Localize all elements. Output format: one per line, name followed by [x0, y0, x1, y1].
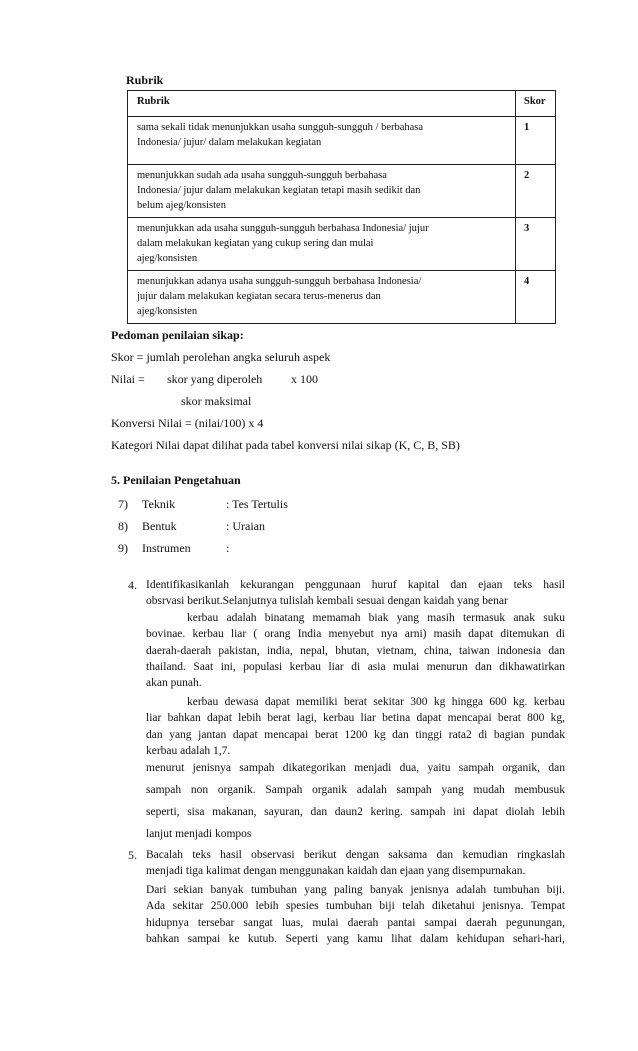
- rubric-cell: [128, 271, 516, 324]
- q4-p2-line: liar bahkan dapat lebih berat lagi, kerbau liar betina dapat mencapai berat 800 kg,: [146, 712, 565, 725]
- q5-p1-line: Ada sekitar 250.000 lebih spesies tumbuhan biji telah diketahui jenisnya. Tempat: [146, 900, 565, 913]
- kategori-line: Kategori Nilai dapat dilihat pada tabel konversi nilai sikap (K, C, B, SB): [111, 438, 460, 452]
- q4-p1-line: thailand. Saat ini, populasi kerbau liar di asia mulai menurun dan dikhawatirkan: [146, 660, 565, 673]
- q5-intro-line: Bacalah teks hasil observasi berikut dengan saksama dan kemudian ringkaslah: [146, 849, 565, 861]
- skor-line: Skor = jumlah perolehan angka seluruh aspek: [111, 350, 331, 364]
- rubric-line: dalam melakukan kegiatan yang cukup sering dan mulai: [137, 238, 374, 249]
- table-row: [128, 218, 556, 271]
- rubric-line: menunjukkan sudah ada usaha sungguh-sungguh berbahasa: [137, 170, 387, 181]
- q4-paragraph-3: [146, 757, 565, 845]
- item-num: 7): [118, 497, 128, 511]
- rubric-line: ajeg/konsisten: [137, 253, 198, 264]
- q4-p1-line: daerah-daerah pakistan, india, nepal, bhutan, vietnam, china, taiwan indonesia dan: [146, 644, 565, 657]
- rubric-line: jujur dalam melakukan kegiatan secara terus-menerus dan: [137, 291, 381, 302]
- q4-p2-line: kerbau dewasa dapat memiliki berat sekitar 300 kg hingga 600 kg. kerbau: [187, 696, 565, 708]
- score-cell: 3: [516, 218, 556, 271]
- rubric-line: sama sekali tidak menunjukkan usaha sungguh-sungguh / berbahasa: [137, 122, 424, 133]
- header-skor: Skor: [516, 91, 556, 117]
- table-row: [128, 271, 556, 324]
- item-value: : Tes Tertulis: [226, 497, 288, 511]
- nilai-label: Nilai =: [111, 372, 145, 386]
- item-value: : Uraian: [226, 519, 265, 533]
- q5-number: 5.: [128, 848, 137, 862]
- rubric-cell: [128, 117, 516, 165]
- item-value: :: [226, 541, 230, 555]
- q4-number: 4.: [128, 578, 137, 592]
- q4-p3-line: menurut jenisnya sampah dikategorikan menjadi dua, yaitu sampah organik, dan: [146, 762, 565, 774]
- q4-p1-line: kerbau adalah binatang memamah biak yang masih termasuk anak suku: [187, 612, 565, 624]
- q4-p3-line: lanjut menjadi kompos: [146, 828, 252, 840]
- item-label: Instrumen: [142, 541, 191, 555]
- q4-intro: [146, 577, 565, 610]
- item-num: 9): [118, 541, 128, 555]
- score-cell: 1: [516, 117, 556, 165]
- rubric-line: ajeg/konsisten: [137, 306, 198, 317]
- item-label: Bentuk: [142, 519, 177, 533]
- nilai-times: x 100: [291, 372, 318, 386]
- score-cell: 2: [516, 165, 556, 218]
- section5-title: 5. Penilaian Pengetahuan: [111, 473, 241, 487]
- q5-p1-line: bahkan sampai ke kutub. Seperti yang kamu lihat dalam kehidupan sehari-hari,: [146, 932, 565, 945]
- rubrik-heading: Rubrik: [126, 73, 164, 87]
- table-header-row: [128, 91, 556, 117]
- pedoman-title: Pedoman penilaian sikap:: [111, 328, 244, 342]
- q4-intro-line: Identifikasikanlah kekurangan penggunaan huruf kapital dan ejaan teks hasil: [146, 579, 565, 591]
- header-rubrik: Rubrik: [128, 91, 516, 117]
- nilai-denominator: skor maksimal: [181, 394, 252, 408]
- score-cell: 4: [516, 271, 556, 324]
- item-label: Teknik: [142, 497, 176, 511]
- konversi-line: Konversi Nilai = (nilai/100) x 4: [111, 416, 264, 430]
- q4-p3-line: sampah non organik. Sampah organik adalah sampah yang mudah membusuk: [146, 784, 565, 796]
- item-num: 8): [118, 519, 128, 533]
- q4-p2-line: kerbau adalah 1,7.: [146, 744, 231, 757]
- q4-paragraph-2: [146, 694, 565, 759]
- table-row: [128, 117, 556, 165]
- q4-intro-line: obsrvasi berikut.Selanjutnya tulislah kembali sesuai dengan kaidah yang benar: [146, 595, 508, 608]
- q4-p2-line: dan yang jantan dapat mencapai berat 1200 kg dan tinggi rata2 di bagian pundak: [146, 728, 565, 741]
- rubric-line: menunjukkan ada usaha sungguh-sungguh berbahasa Indonesia/ jujur: [137, 223, 429, 234]
- q5-paragraph-1: [146, 882, 565, 947]
- q5-p1-line: Dari sekian banyak tumbuhan yang paling banyak jenisnya adalah tumbuhan biji.: [146, 884, 565, 896]
- q4-p3-line: seperti, sisa makanan, sayuran, dan daun2 kering. sampah ini dapat diolah lebih: [146, 806, 565, 818]
- rubric-line: Indonesia/ jujur/ dalam melakukan kegiatan: [137, 137, 322, 148]
- rubric-line: belum ajeg/konsisten: [137, 200, 226, 211]
- q4-p1-line: akan punah.: [146, 677, 202, 690]
- nilai-numerator: skor yang diperoleh: [167, 372, 263, 386]
- rubric-line: menunjukkan adanya usaha sungguh-sungguh berbahasa Indonesia/: [137, 276, 422, 287]
- rubric-line: Indonesia/ jujur dalam melakukan kegiatan tetapi masih sedikit dan: [137, 185, 421, 196]
- q4-paragraph-1: [146, 610, 565, 691]
- q5-intro-line: menjadi tiga kalimat dengan menggunakan kaidah dan ejaan yang disempurnakan.: [146, 865, 526, 878]
- rubric-cell: [128, 165, 516, 218]
- table-row: [128, 165, 556, 218]
- q5-intro: [146, 847, 565, 880]
- rubric-cell: [128, 218, 516, 271]
- rubric-table: [127, 90, 556, 324]
- q5-p1-line: hidupnya tersebar sangat luas, mulai daerah pantai sampai daerah pegunungan,: [146, 916, 565, 929]
- q4-p1-line: bovinae. kerbau liar ( orang India menyebut nya arni) masih dapat ditemukan di: [146, 628, 565, 641]
